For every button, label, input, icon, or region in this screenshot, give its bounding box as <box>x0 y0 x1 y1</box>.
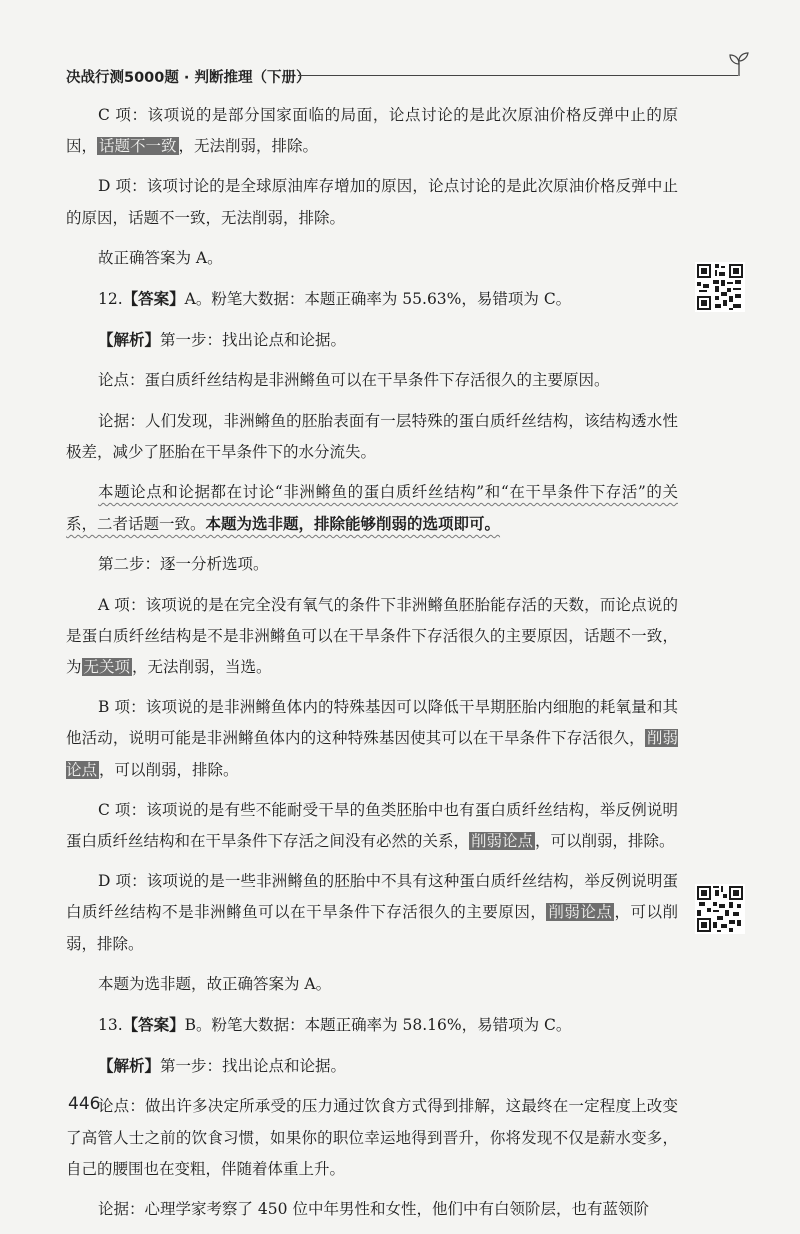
paragraph: C 项：该项说的是部分国家面临的局面，论点讨论的是此次原油价格反弹中止的原因， 话题不一致 ，无法削弱，排除。 <box>66 106 678 156</box>
analysis-label: 【解析】 <box>98 1056 161 1076</box>
paragraph: D 项：该项讨论的是全球原油库存增加的原因，论点讨论的是此次原油价格反弹中止的原因，话题不一致，无法削弱，排除。 <box>66 177 678 227</box>
paragraph: B 项：该项说的是非洲鳉鱼体内的特殊基因可以降低干旱期胚胎内细胞的耗氧量和其他活动，说明可能是非洲鳉鱼体内的这种特殊基因使其可以在干旱条件下存活很久， 削弱论点 ，可以削弱，排除。 <box>66 698 678 779</box>
highlight-tag: 削弱论点 <box>471 832 534 851</box>
paragraph: 本题为选非题，故正确答案为 A。 <box>98 974 332 993</box>
running-header <box>66 62 746 88</box>
paragraph: 论点：蛋白质纤丝结构是非洲鳉鱼可以在干旱条件下存活很久的主要原因。 <box>98 371 610 390</box>
wavy-underlined-text: 本题为选非题，排除能够削弱的选项即可。 <box>205 514 501 534</box>
qr-code-icon[interactable] <box>695 884 745 934</box>
sprout-icon <box>724 48 754 78</box>
highlight-tag: 无关项 <box>83 658 131 677</box>
header-title: 决战行测5000题 · 判断推理（下册） <box>66 70 311 86</box>
answer-line: 13.【答案】B。粉笔大数据：本题正确率为 58.16%，易错项为 C。 <box>98 1015 572 1035</box>
paragraph: 论据：人们发现，非洲鳉鱼的胚胎表面有一层特殊的蛋白质纤丝结构，该结构透水性极差，减少了胚胎在干旱条件下的水分流失。 <box>66 411 678 461</box>
header-rule <box>298 75 738 76</box>
paragraph <box>66 477 678 540</box>
paragraph: 论点：做出许多决定所承受的压力通过饮食方式得到排解，这最终在一定程度上改变了高管人士之前的饮食习惯，如果你的职位幸运地得到晋升，你将发现不仅是薪水变多，自己的腰围也在变粗，伴随着体重上升。 <box>66 1097 678 1178</box>
paragraph: C 项：该项说的是有些不能耐受干旱的鱼类胚胎中也有蛋白质纤丝结构，举反例说明蛋白质纤丝结构和在干旱条件下存活之间没有必然的关系， 削弱论点 ，可以削弱，排除。 <box>66 800 678 851</box>
paragraph: 故正确答案为 A。 <box>98 248 223 267</box>
answer-label: 【答案】 <box>122 1015 185 1035</box>
answer-line: 12.【答案】A。粉笔大数据：本题正确率为 55.63%，易错项为 C。 <box>98 289 572 309</box>
paragraph: 论据：心理学家考察了 450 位中年男性和女性，他们中有白领阶层，也有蓝领阶 <box>98 1200 649 1219</box>
highlight-tag: 话题不一致 <box>99 137 177 156</box>
highlight-tag: 削弱论点 <box>66 729 678 779</box>
analysis-line: 【解析】第一步：找出论点和论据。 <box>98 330 347 350</box>
qr-code-icon[interactable] <box>695 262 745 312</box>
paragraph: D 项：该项说的是一些非洲鳉鱼的胚胎中不具有这种蛋白质纤丝结构，举反例说明蛋白质纤丝结构不是非洲鳉鱼可以在干旱条件下存活很久的主要原因， 削弱论点 ，可以削弱，排除。 <box>66 872 678 953</box>
answer-label: 【答案】 <box>122 289 185 309</box>
highlight-tag: 削弱论点 <box>548 903 613 922</box>
page-content <box>66 100 678 1234</box>
wavy-underlined-text: 本题论点和论据都在讨论“非洲鳉鱼的蛋白质纤丝结构”和“在干旱条件下存活”的关系，二者话题一致。 <box>66 483 678 534</box>
analysis-line: 【解析】第一步：找出论点和论据。 <box>98 1056 347 1076</box>
paragraph: A 项：该项说的是在完全没有氧气的条件下非洲鳉鱼胚胎能存活的天数，而论点说的是蛋白质纤丝结构是不是非洲鳉鱼可以在干旱条件下存活很久的主要原因，话题不一致，为 无关项 ，无法削弱，当选。 <box>66 595 678 677</box>
analysis-label: 【解析】 <box>98 330 161 350</box>
paragraph: 第二步：逐一分析选项。 <box>98 555 269 574</box>
page-number: 446 <box>68 1094 101 1114</box>
